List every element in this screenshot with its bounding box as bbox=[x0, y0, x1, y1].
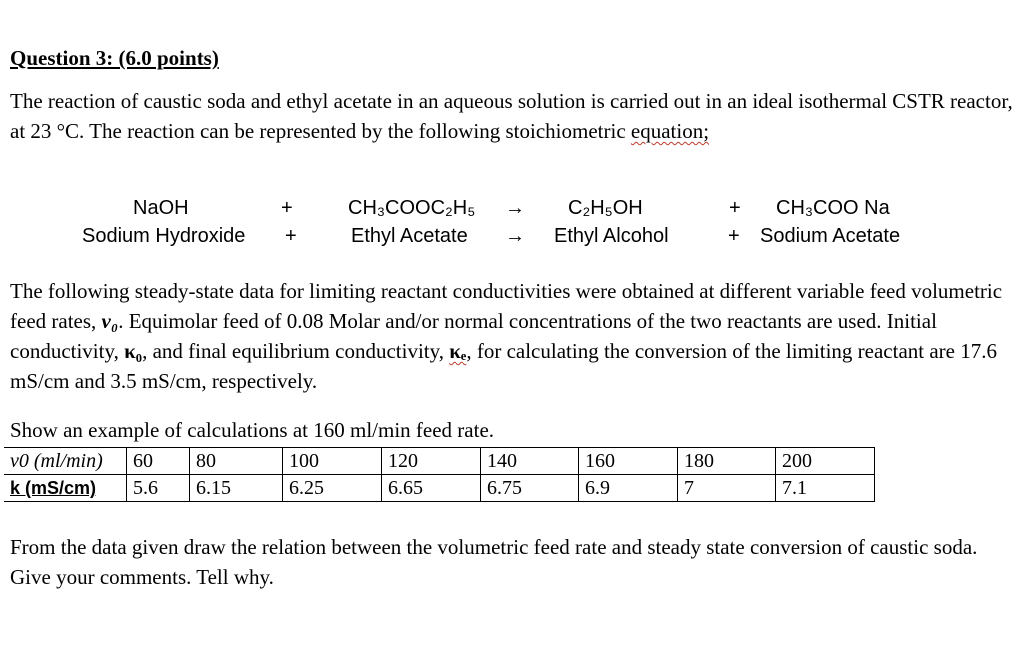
table-cell: 140 bbox=[481, 448, 579, 475]
name-sodium-hydroxide: Sodium Hydroxide bbox=[82, 225, 246, 247]
table-cell: 80 bbox=[190, 448, 283, 475]
intro-text: The reaction of caustic soda and ethyl acetate in an aqueous solution is carried out in an ideal isothermal CSTR reactor, at 23 °C. The reaction can be represented by the following stoichiometric bbox=[10, 89, 1013, 143]
name-ethyl-acetate: Ethyl Acetate bbox=[351, 225, 468, 247]
table-cell: 100 bbox=[283, 448, 382, 475]
table-cell: 6.9 bbox=[579, 475, 678, 502]
closing-paragraph: From the data given draw the relation between the volumetric feed rate and steady state conversion of caustic soda. Give your comments. Tell why. bbox=[10, 535, 978, 589]
table-cell: 180 bbox=[678, 448, 776, 475]
data-text-1: The following steady-state data for limiting reactant conductivities were obtained at different variable feed volumetric feed rates, bbox=[10, 279, 1003, 333]
formula-plus-2: + bbox=[729, 197, 741, 219]
name-arrow: → bbox=[505, 225, 525, 247]
data-text-4: , for calculating the conversion of the limiting reactant are 17.6 mS/cm and 3.5 mS/cm, respectively. bbox=[10, 339, 997, 393]
equation-name-row bbox=[0, 225, 1024, 253]
intro-paragraph bbox=[10, 86, 1015, 146]
data-table bbox=[4, 447, 875, 502]
table-cell: 6.25 bbox=[283, 475, 382, 502]
table-cell: 200 bbox=[776, 448, 875, 475]
table-cell: 60 bbox=[127, 448, 190, 475]
table-cell: 6.65 bbox=[382, 475, 481, 502]
table-cell: 120 bbox=[382, 448, 481, 475]
name-plus-2: + bbox=[728, 225, 740, 247]
equation-word: equation; bbox=[630, 119, 710, 143]
formula-naoh: NaOH bbox=[133, 197, 189, 219]
table-intro: Show an example of calculations at 160 ml/min feed rate. bbox=[10, 418, 495, 442]
data-text-3: , and final equilibrium conductivity, bbox=[142, 339, 450, 363]
table-cell: 160 bbox=[579, 448, 678, 475]
equation-formula-row bbox=[0, 197, 1024, 225]
k0-symbol: κ₀ bbox=[124, 339, 143, 363]
table-row bbox=[4, 448, 875, 475]
name-plus-1: + bbox=[285, 225, 297, 247]
v0-symbol: v₀ bbox=[101, 309, 119, 333]
formula-ethanol: C₂H₅OH bbox=[568, 197, 643, 219]
name-ethyl-alcohol: Ethyl Alcohol bbox=[554, 225, 669, 247]
formula-plus-1: + bbox=[281, 197, 293, 219]
data-text-2: . Equimolar feed of 0.08 Molar and/or normal concentrations of the two reactants are used. Initial conductivity, bbox=[10, 309, 937, 363]
ke-symbol: κₑ bbox=[449, 339, 467, 363]
table-cell: 6.75 bbox=[481, 475, 579, 502]
formula-arrow: → bbox=[505, 197, 525, 219]
table-row bbox=[4, 475, 875, 502]
row-label-flow: v0 (ml/min) bbox=[4, 448, 127, 475]
name-sodium-acetate: Sodium Acetate bbox=[760, 225, 901, 247]
table-cell: 7 bbox=[678, 475, 776, 502]
table-cell: 5.6 bbox=[127, 475, 190, 502]
table-cell: 7.1 bbox=[776, 475, 875, 502]
formula-ethyl-acetate: CH₃COOC₂H₅ bbox=[348, 197, 476, 219]
question-title: Question 3: (6.0 points) bbox=[10, 46, 219, 70]
row-label-conductivity: k (mS/cm) bbox=[4, 475, 127, 502]
data-paragraph bbox=[10, 276, 1015, 396]
formula-sodium-acetate: CH₃COO Na bbox=[776, 197, 890, 219]
table-cell: 6.15 bbox=[190, 475, 283, 502]
